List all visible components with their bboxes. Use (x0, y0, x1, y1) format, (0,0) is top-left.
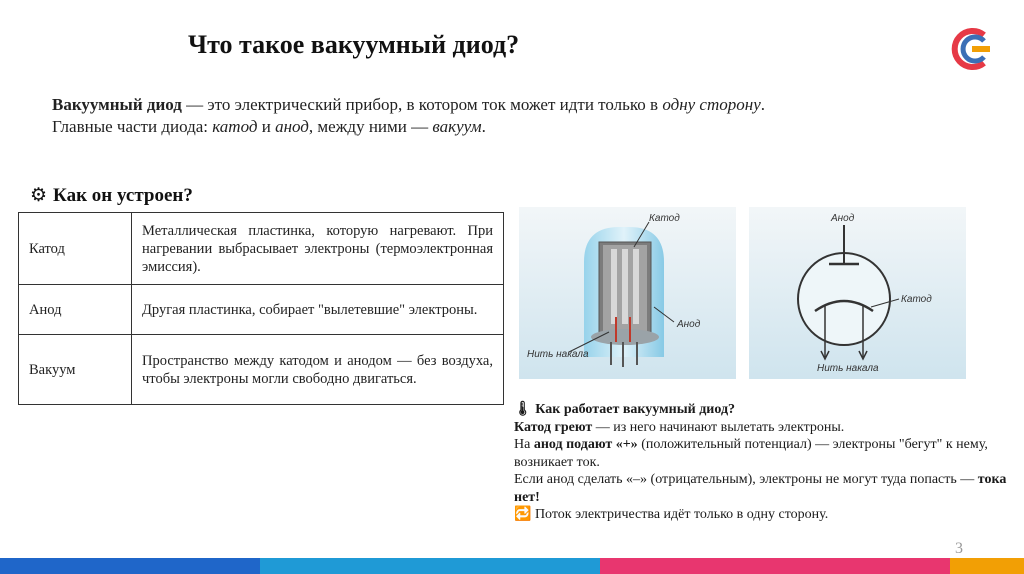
thermometer-icon: 🌡 (514, 402, 532, 417)
part-description: Пространство между катодом и анодом — без воздуха, чтобы электроны могли свободно двигаться. (132, 335, 504, 405)
footer-segment (260, 558, 600, 574)
page-title: Что такое вакуумный диод? (188, 30, 520, 59)
footer-segment (600, 558, 830, 574)
intro-line-1: Вакуумный диод — это электрический прибор, в котором ток может идти только в одну сторону. (52, 95, 765, 114)
how-it-works-heading: 🌡 Как работает вакуумный диод? (514, 402, 736, 417)
label-filament: Нить накала (527, 349, 589, 360)
footer-segment (0, 558, 260, 574)
how-line-3: Если анод сделать «–» (отрицательным), электроны не могут туда попасть — тока нет! (514, 472, 1007, 505)
intro-paragraph (52, 94, 932, 138)
part-term: Анод (19, 285, 132, 335)
parts-table (18, 212, 504, 405)
how-line-1: Катод греют — из него начинают вылетать электроны. (514, 419, 845, 435)
label-anode: Анод (831, 213, 855, 224)
section-heading: ⚙ Как он устроен? (30, 185, 193, 206)
footer-color-bar (0, 558, 1024, 574)
diode-illustration (519, 207, 966, 379)
footer-segment (830, 558, 950, 574)
table-row (19, 335, 504, 405)
label-cathode: Катод (901, 294, 932, 305)
intro-line-2: Главные части диода: катод и анод, между ними — вакуум. (52, 117, 486, 136)
label-anode: Анод (677, 319, 701, 330)
brand-logo (950, 27, 996, 71)
page-number: 3 (955, 540, 963, 557)
part-description: Металлическая пластинка, которую нагревают. При нагревании выбрасывает электроны (термоэлектронная эмиссия). (132, 213, 504, 285)
part-term: Катод (19, 213, 132, 285)
how-line-2: На анод подают «+» (положительный потенциал) — электроны "бегут" к нему, возникает ток. (514, 437, 988, 470)
cycle-arrows-icon: 🔁 (514, 507, 532, 522)
diode-schematic (749, 207, 966, 379)
part-description: Другая пластинка, собирает "вылетевшие" электроны. (132, 285, 504, 335)
how-it-works (514, 401, 1020, 524)
label-cathode: Катод (649, 213, 680, 224)
how-line-4: 🔁 Поток электричества идёт только в одну сторону. (514, 507, 829, 522)
part-term: Вакуум (19, 335, 132, 405)
tube-drawing (519, 207, 736, 379)
label-filament: Нить накала (817, 363, 879, 374)
gear-icon: ⚙ (30, 185, 48, 206)
footer-segment (950, 558, 1024, 574)
table-row (19, 213, 504, 285)
table-row (19, 285, 504, 335)
